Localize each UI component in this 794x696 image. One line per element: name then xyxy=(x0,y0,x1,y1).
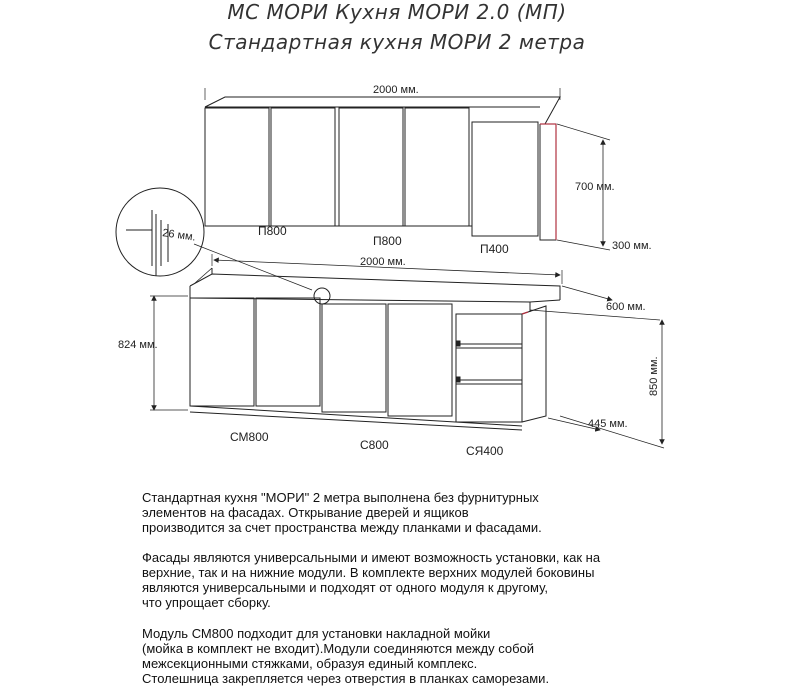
lower-carcass-depth-label: 445 мм. xyxy=(588,418,628,430)
detail-callout xyxy=(116,188,330,304)
description-line: (мойка в комплект не входит).Модули соединяются между собой xyxy=(142,641,535,656)
upper-module-label: П400 xyxy=(480,242,509,256)
lower-depth-label: 600 мм. xyxy=(606,301,646,313)
upper-door-5 xyxy=(472,122,538,236)
description-line: элементов на фасадах. Открывание дверей и ящиков xyxy=(142,505,469,520)
lower-module-label: СЯ400 xyxy=(466,444,504,458)
description-line: что упрощает сборку. xyxy=(142,595,271,610)
description-line: верхние, так и на нижние модули. В комплекте верхних модулей боковины xyxy=(142,565,595,580)
lower-height-right-label: 850 мм. xyxy=(648,356,660,396)
upper-door-4 xyxy=(405,108,469,226)
lower-door-3 xyxy=(322,304,386,412)
upper-door-3 xyxy=(339,108,403,226)
lower-door-2 xyxy=(256,298,320,406)
description-line: Фасады являются универсальными и имеют возможность установки, как на xyxy=(142,550,601,565)
lower-drawer-unit xyxy=(456,314,522,422)
lower-width-label: 2000 мм. xyxy=(360,256,406,268)
svg-text:2000 мм.: 2000 мм. xyxy=(373,84,419,96)
upper-door-2 xyxy=(271,108,335,226)
description-line: межсекционными стяжками, образуя единый комплекс. xyxy=(142,656,478,671)
upper-cabinets xyxy=(205,97,560,240)
upper-module-label: П800 xyxy=(258,224,287,238)
lower-height-left-label: 824 мм. xyxy=(118,339,158,351)
description-line: Стандартная кухня "МОРИ" 2 метра выполнена без фурнитурных xyxy=(142,490,539,505)
detail-gap-label: 26 мм. xyxy=(161,227,197,244)
upper-height-label: 700 мм. xyxy=(575,181,615,193)
description-paragraph-3 xyxy=(142,626,702,686)
upper-depth-label: 300 мм. xyxy=(612,240,652,252)
description-line: Модуль СМ800 подходит для установки накладной мойки xyxy=(142,626,491,641)
subtitle: Стандартная кухня МОРИ 2 метра xyxy=(208,30,586,54)
lower-module-label: С800 xyxy=(360,438,389,452)
lower-door-1 xyxy=(190,298,254,406)
description-paragraph-2 xyxy=(142,550,702,610)
description-line: Столешница закрепляется через отверстия в планках саморезами. xyxy=(142,671,550,686)
title: МС МОРИ Кухня МОРИ 2.0 (МП) xyxy=(227,0,567,24)
upper-width-label xyxy=(373,84,419,96)
description-line: производится за счет пространства между планками и фасадами. xyxy=(142,520,542,535)
lower-module-label: СМ800 xyxy=(230,430,269,444)
description-paragraph-1 xyxy=(142,490,702,535)
upper-door-1 xyxy=(205,108,269,226)
description-line: являются универсальными и подходят от одного модуля к другому, xyxy=(142,580,548,595)
upper-module-label: П800 xyxy=(373,234,402,248)
lower-door-4 xyxy=(388,304,452,416)
lower-cabinets xyxy=(190,268,560,430)
